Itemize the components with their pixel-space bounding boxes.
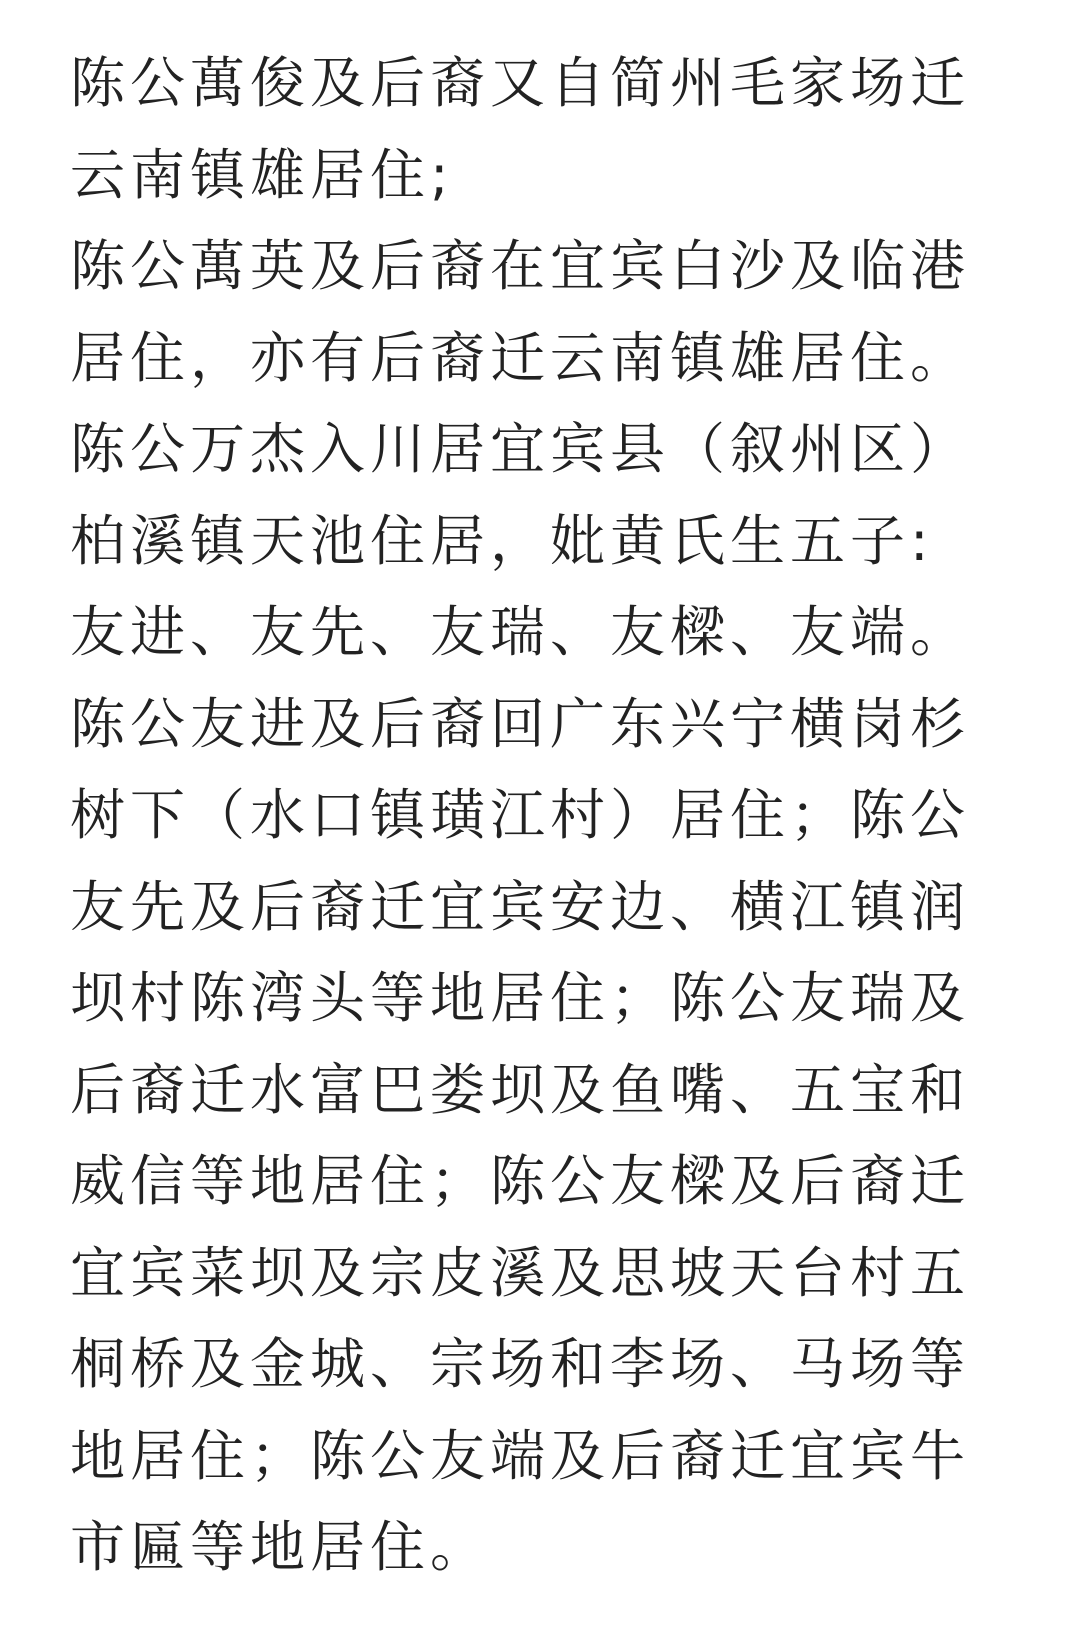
text-line-7: 友进、友先、友瑞、友樑、友端。 <box>70 600 971 664</box>
text-line-5: 陈公万杰入川居宜宾县（叙州区） <box>70 417 971 481</box>
text-line-4: 居住，亦有后裔迁云南镇雄居住。 <box>70 325 971 390</box>
text-line-2: 云南镇雄居住; <box>70 142 454 207</box>
text-line-1: 陈公萬俊及后裔又自简州毛家场迁 <box>70 51 971 115</box>
article-text <box>70 38 1030 1594</box>
text-line-3: 陈公萬英及后裔在宜宾白沙及临港 <box>70 234 971 298</box>
text-line-11: 坝村陈湾头等地居住；陈公友瑞及 <box>70 966 971 1030</box>
text-line-6: 柏溪镇天池住居，妣黄氏生五子: <box>70 508 934 573</box>
text-line-16: 地居住；陈公友端及后裔迁宜宾牛 <box>70 1423 971 1488</box>
text-line-13: 威信等地居住；陈公友樑及后裔迁 <box>70 1149 971 1213</box>
text-line-17: 市匾等地居住。 <box>70 1515 491 1579</box>
text-line-12: 后裔迁水富巴娄坝及鱼嘴、五宝和 <box>70 1057 971 1122</box>
text-line-14: 宜宾菜坝及宗皮溪及思坡天台村五 <box>70 1240 971 1305</box>
text-line-8: 陈公友进及后裔回广东兴宁横岗杉 <box>70 691 971 756</box>
text-line-9: 树下（水口镇璜江村）居住；陈公 <box>70 783 971 847</box>
text-line-15: 桐桥及金城、宗场和李场、马场等 <box>70 1332 971 1396</box>
text-line-10: 友先及后裔迁宜宾安边、横江镇润 <box>70 874 971 939</box>
